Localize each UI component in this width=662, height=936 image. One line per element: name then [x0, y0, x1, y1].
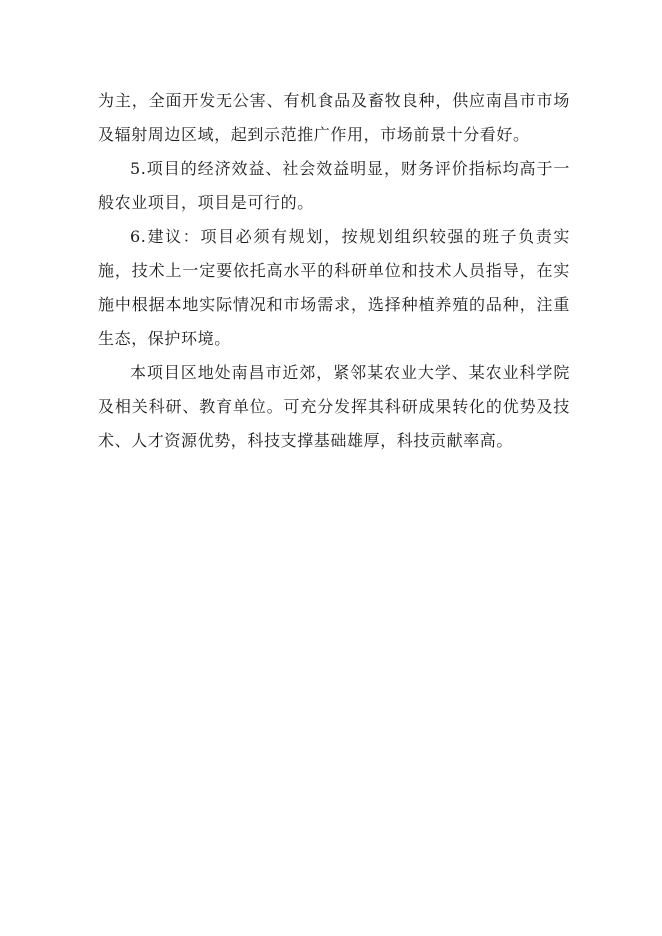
paragraph-item-6: 6.建议：项目必须有规划，按规划组织较强的班子负责实施，技术上一定要依托高水平的科研单位和技术人员指导，在实施中根据本地实际情况和市场需求，选择种植养殖的品种，注重生态，保护环境。	[98, 227, 570, 348]
paragraph-location: 本项目区地处南昌市近郊，紧邻某农业大学、某农业科学院及相关科研、教育单位。可充分发挥其科研成果转化的优势及技术、人才资源优势，科技支撑基础雄厚，科技贡献率高。	[98, 363, 570, 450]
document-body	[98, 84, 570, 458]
paragraph-continuation: 为主，全面开发无公害、有机食品及畜牧良种，供应南昌市市场及辐射周边区域，起到示范推广作用，市场前景十分看好。	[98, 91, 570, 144]
paragraph-item-5: 5.项目的经济效益、社会效益明显，财务评价指标均高于一般农业项目，项目是可行的。	[98, 159, 570, 212]
